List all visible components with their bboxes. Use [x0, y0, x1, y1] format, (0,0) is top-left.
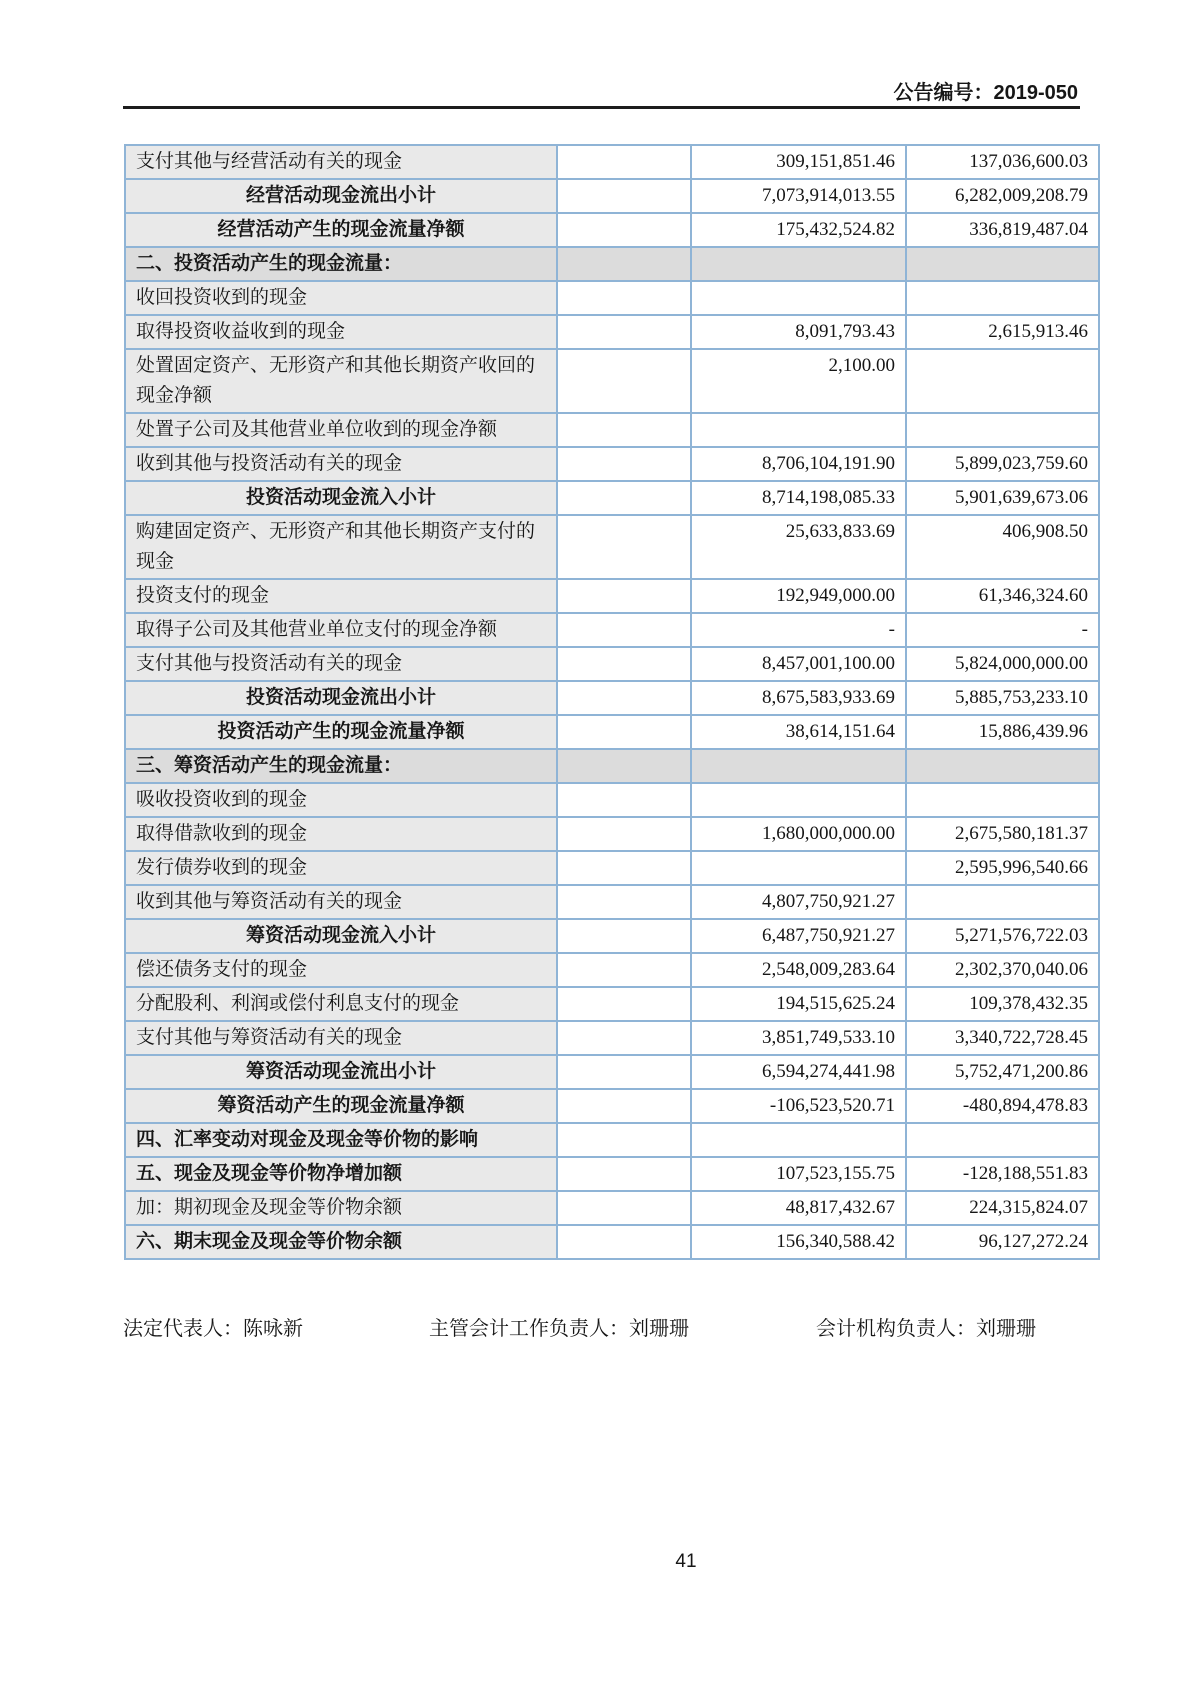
table-row — [125, 315, 1099, 349]
row-blank-cell — [557, 987, 691, 1021]
signature-line — [123, 1312, 1103, 1342]
row-blank-cell — [557, 1157, 691, 1191]
row-value-current-cell: 38,614,151.64 — [691, 715, 906, 749]
row-value-previous-cell: 15,886,439.96 — [906, 715, 1099, 749]
row-value-previous-cell — [906, 413, 1099, 447]
row-blank-cell — [557, 1021, 691, 1055]
row-value-previous-cell: -480,894,478.83 — [906, 1089, 1099, 1123]
row-value-previous-cell: -128,188,551.83 — [906, 1157, 1099, 1191]
row-value-current-cell: 6,487,750,921.27 — [691, 919, 906, 953]
row-value-current-cell: 309,151,851.46 — [691, 145, 906, 179]
row-blank-cell — [557, 613, 691, 647]
announcement-number: 公告编号：2019-050 — [893, 82, 1078, 104]
row-label-cell: 筹资活动现金流入小计 — [125, 919, 557, 953]
table-row — [125, 145, 1099, 179]
row-blank-cell — [557, 179, 691, 213]
row-value-previous-cell — [906, 885, 1099, 919]
row-blank-cell — [557, 349, 691, 413]
row-value-current-cell: 175,432,524.82 — [691, 213, 906, 247]
row-value-previous-cell: 2,302,370,040.06 — [906, 953, 1099, 987]
header-rule — [123, 106, 1080, 109]
row-value-current-cell: 8,706,104,191.90 — [691, 447, 906, 481]
row-label-cell: 二、投资活动产生的现金流量： — [125, 247, 557, 281]
row-value-previous-cell — [906, 783, 1099, 817]
row-blank-cell — [557, 681, 691, 715]
table-row — [125, 1123, 1099, 1157]
table-row — [125, 1055, 1099, 1089]
table-row — [125, 681, 1099, 715]
table-row — [125, 1225, 1099, 1259]
page-number: 41 — [675, 1551, 697, 1572]
row-value-current-cell — [691, 413, 906, 447]
row-label-cell: 投资支付的现金 — [125, 579, 557, 613]
row-label-cell: 三、筹资活动产生的现金流量： — [125, 749, 557, 783]
row-value-current-cell: -106,523,520.71 — [691, 1089, 906, 1123]
table-row — [125, 1021, 1099, 1055]
row-label-cell: 投资活动产生的现金流量净额 — [125, 715, 557, 749]
table-row — [125, 447, 1099, 481]
row-label-cell: 发行债券收到的现金 — [125, 851, 557, 885]
row-blank-cell — [557, 647, 691, 681]
row-value-previous-cell: 224,315,824.07 — [906, 1191, 1099, 1225]
row-value-previous-cell: 5,885,753,233.10 — [906, 681, 1099, 715]
row-label-cell: 加：期初现金及现金等价物余额 — [125, 1191, 557, 1225]
row-blank-cell — [557, 1089, 691, 1123]
row-blank-cell — [557, 749, 691, 783]
row-value-previous-cell: 5,824,000,000.00 — [906, 647, 1099, 681]
table-row — [125, 247, 1099, 281]
row-label-cell: 经营活动产生的现金流量净额 — [125, 213, 557, 247]
row-value-current-cell: 107,523,155.75 — [691, 1157, 906, 1191]
row-value-current-cell: 25,633,833.69 — [691, 515, 906, 579]
row-value-previous-cell: 61,346,324.60 — [906, 579, 1099, 613]
row-blank-cell — [557, 145, 691, 179]
row-blank-cell — [557, 953, 691, 987]
row-label-cell: 投资活动现金流出小计 — [125, 681, 557, 715]
row-label-cell: 五、现金及现金等价物净增加额 — [125, 1157, 557, 1191]
row-blank-cell — [557, 247, 691, 281]
row-label-cell: 支付其他与经营活动有关的现金 — [125, 145, 557, 179]
row-label-cell: 筹资活动产生的现金流量净额 — [125, 1089, 557, 1123]
row-label-cell: 偿还债务支付的现金 — [125, 953, 557, 987]
row-value-previous-cell: 2,615,913.46 — [906, 315, 1099, 349]
row-label-cell: 取得借款收到的现金 — [125, 817, 557, 851]
row-value-current-cell: 1,680,000,000.00 — [691, 817, 906, 851]
row-value-current-cell: 8,714,198,085.33 — [691, 481, 906, 515]
table-row — [125, 213, 1099, 247]
row-blank-cell — [557, 579, 691, 613]
row-value-current-cell: 7,073,914,013.55 — [691, 179, 906, 213]
row-blank-cell — [557, 1191, 691, 1225]
table-row — [125, 851, 1099, 885]
table-row — [125, 647, 1099, 681]
table-row — [125, 613, 1099, 647]
row-value-current-cell: 6,594,274,441.98 — [691, 1055, 906, 1089]
row-blank-cell — [557, 515, 691, 579]
cash-flow-table — [124, 144, 1100, 1260]
row-value-current-cell — [691, 247, 906, 281]
row-value-previous-cell: 109,378,432.35 — [906, 987, 1099, 1021]
table-row — [125, 413, 1099, 447]
row-label-cell: 处置子公司及其他营业单位收到的现金净额 — [125, 413, 557, 447]
row-label-cell: 处置固定资产、无形资产和其他长期资产收回的现金净额 — [125, 349, 557, 413]
row-value-current-cell: - — [691, 613, 906, 647]
row-label-cell: 购建固定资产、无形资产和其他长期资产支付的现金 — [125, 515, 557, 579]
row-blank-cell — [557, 1225, 691, 1259]
row-value-previous-cell: - — [906, 613, 1099, 647]
row-value-current-cell: 192,949,000.00 — [691, 579, 906, 613]
row-blank-cell — [557, 885, 691, 919]
row-label-cell: 六、期末现金及现金等价物余额 — [125, 1225, 557, 1259]
row-label-cell: 分配股利、利润或偿付利息支付的现金 — [125, 987, 557, 1021]
table-row — [125, 515, 1099, 579]
row-value-previous-cell: 5,899,023,759.60 — [906, 447, 1099, 481]
row-value-current-cell: 3,851,749,533.10 — [691, 1021, 906, 1055]
row-value-previous-cell — [906, 1123, 1099, 1157]
row-value-previous-cell: 3,340,722,728.45 — [906, 1021, 1099, 1055]
table-row — [125, 953, 1099, 987]
row-blank-cell — [557, 481, 691, 515]
table-row — [125, 783, 1099, 817]
table-row — [125, 885, 1099, 919]
table-row — [125, 1089, 1099, 1123]
row-label-cell: 支付其他与投资活动有关的现金 — [125, 647, 557, 681]
row-value-previous-cell: 96,127,272.24 — [906, 1225, 1099, 1259]
row-blank-cell — [557, 413, 691, 447]
row-value-current-cell: 156,340,588.42 — [691, 1225, 906, 1259]
table-row — [125, 1191, 1099, 1225]
row-label-cell: 支付其他与筹资活动有关的现金 — [125, 1021, 557, 1055]
row-value-current-cell: 8,091,793.43 — [691, 315, 906, 349]
row-label-cell: 收到其他与筹资活动有关的现金 — [125, 885, 557, 919]
table-row — [125, 817, 1099, 851]
row-value-current-cell: 4,807,750,921.27 — [691, 885, 906, 919]
row-value-previous-cell — [906, 349, 1099, 413]
row-blank-cell — [557, 447, 691, 481]
row-label-cell: 筹资活动现金流出小计 — [125, 1055, 557, 1089]
row-value-current-cell — [691, 1123, 906, 1157]
row-label-cell: 收到其他与投资活动有关的现金 — [125, 447, 557, 481]
row-value-current-cell — [691, 851, 906, 885]
row-value-previous-cell: 5,901,639,673.06 — [906, 481, 1099, 515]
row-value-previous-cell: 2,595,996,540.66 — [906, 851, 1099, 885]
row-value-previous-cell: 5,271,576,722.03 — [906, 919, 1099, 953]
row-value-current-cell: 194,515,625.24 — [691, 987, 906, 1021]
row-blank-cell — [557, 919, 691, 953]
table-row — [125, 749, 1099, 783]
table-row — [125, 179, 1099, 213]
row-blank-cell — [557, 1123, 691, 1157]
row-blank-cell — [557, 315, 691, 349]
row-label-cell: 收回投资收到的现金 — [125, 281, 557, 315]
row-label-cell: 吸收投资收到的现金 — [125, 783, 557, 817]
row-label-cell: 投资活动现金流入小计 — [125, 481, 557, 515]
table-row — [125, 481, 1099, 515]
table-row — [125, 987, 1099, 1021]
row-value-previous-cell: 2,675,580,181.37 — [906, 817, 1099, 851]
table-row — [125, 349, 1099, 413]
row-value-current-cell: 2,100.00 — [691, 349, 906, 413]
row-value-current-cell: 2,548,009,283.64 — [691, 953, 906, 987]
row-blank-cell — [557, 783, 691, 817]
row-label-cell: 经营活动现金流出小计 — [125, 179, 557, 213]
row-blank-cell — [557, 281, 691, 315]
row-value-current-cell — [691, 281, 906, 315]
row-value-previous-cell — [906, 749, 1099, 783]
table-row — [125, 919, 1099, 953]
table-row — [125, 1157, 1099, 1191]
row-value-previous-cell: 6,282,009,208.79 — [906, 179, 1099, 213]
row-value-previous-cell: 137,036,600.03 — [906, 145, 1099, 179]
row-value-current-cell — [691, 783, 906, 817]
row-value-current-cell: 8,675,583,933.69 — [691, 681, 906, 715]
row-value-previous-cell — [906, 281, 1099, 315]
table-row — [125, 579, 1099, 613]
row-label-cell: 取得投资收益收到的现金 — [125, 315, 557, 349]
table-row — [125, 715, 1099, 749]
row-blank-cell — [557, 1055, 691, 1089]
row-value-current-cell: 8,457,001,100.00 — [691, 647, 906, 681]
row-blank-cell — [557, 213, 691, 247]
row-blank-cell — [557, 715, 691, 749]
table-row — [125, 281, 1099, 315]
row-value-current-cell — [691, 749, 906, 783]
row-blank-cell — [557, 817, 691, 851]
row-value-previous-cell: 336,819,487.04 — [906, 213, 1099, 247]
row-value-previous-cell: 406,908.50 — [906, 515, 1099, 579]
row-label-cell: 四、汇率变动对现金及现金等价物的影响 — [125, 1123, 557, 1157]
row-blank-cell — [557, 851, 691, 885]
chief-of-accounting-work: 主管会计工作负责人：刘珊珊 — [429, 1318, 689, 1340]
row-value-previous-cell: 5,752,471,200.86 — [906, 1055, 1099, 1089]
head-of-accounting-org: 会计机构负责人：刘珊珊 — [816, 1318, 1036, 1340]
row-label-cell: 取得子公司及其他营业单位支付的现金净额 — [125, 613, 557, 647]
row-value-current-cell: 48,817,432.67 — [691, 1191, 906, 1225]
legal-representative: 法定代表人：陈咏新 — [123, 1318, 303, 1340]
row-value-previous-cell — [906, 247, 1099, 281]
